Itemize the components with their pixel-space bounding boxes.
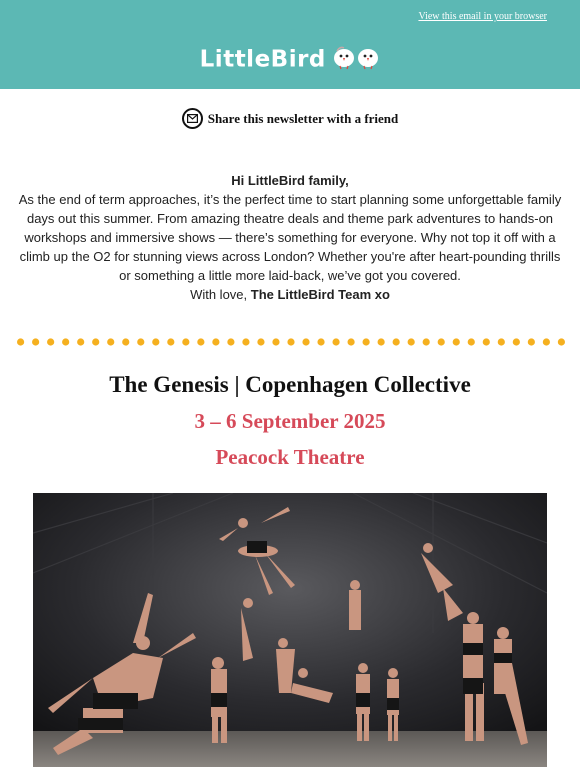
email-header: [0, 0, 580, 89]
logo[interactable]: [0, 44, 580, 75]
divider-dot: [17, 338, 24, 345]
share-row: [182, 108, 399, 129]
divider-dot: [47, 338, 54, 345]
divider-dot: [257, 338, 264, 345]
divider-dot: [302, 338, 309, 345]
divider-dot: [152, 338, 159, 345]
divider-dot: [423, 338, 430, 345]
event-photo[interactable]: [33, 493, 547, 767]
view-in-browser-link[interactable]: View this email in your browser: [418, 11, 547, 22]
divider-dot: [347, 338, 354, 345]
divider-dot: [62, 338, 69, 345]
intro-message: [14, 171, 566, 304]
divider-dot: [107, 338, 114, 345]
intro-body: As the end of term approaches, it’s the perfect time to start planning some unforgettable family days out this summer. From amazing theatre deals and theme park adventures to hands-on workshops and immersive shows — there’s something for everyone. Why not top it off with a climb up the O2 for stunning views across London? Whether you're after heart-pounding thrills or something a little more laid-back, we’ve got you covered.: [18, 192, 562, 283]
divider-dot: [317, 338, 324, 345]
logo-text: LittleBird: [199, 46, 326, 73]
event-venue: Peacock Theatre: [215, 445, 365, 469]
divider-dot: [227, 338, 234, 345]
divider-dot: [182, 338, 189, 345]
divider-dot: [137, 338, 144, 345]
divider-dot: [408, 338, 415, 345]
share-newsletter[interactable]: [0, 108, 580, 129]
divider-dot: [483, 338, 490, 345]
divider-dot: [272, 338, 279, 345]
divider-dot: [363, 338, 370, 345]
divider-dot: [498, 338, 505, 345]
divider-dot: [558, 338, 565, 345]
share-link[interactable]: Share this newsletter with a friend: [207, 110, 399, 126]
mail-icon: [182, 108, 203, 129]
divider-dot: [468, 338, 475, 345]
signoff-name: The LittleBird Team xo: [250, 287, 390, 302]
divider-dot: [528, 338, 535, 345]
signoff-prefix: With love,: [190, 287, 248, 302]
divider-dot: [287, 338, 294, 345]
divider-dot: [438, 338, 445, 345]
divider-dot: [453, 338, 460, 345]
divider-dot: [212, 338, 219, 345]
divider-dot: [77, 338, 84, 345]
divider-dot: [332, 338, 339, 345]
divider-dot: [393, 338, 400, 345]
greeting: Hi LittleBird family,: [231, 173, 349, 188]
birds-icon: [332, 44, 380, 75]
divider-dot: [378, 338, 385, 345]
divider-dot: [122, 338, 129, 345]
signoff: [14, 285, 566, 304]
event-title[interactable]: The Genesis | Copenhagen Collective: [109, 372, 471, 397]
divider-dot: [543, 338, 550, 345]
divider-dot: [242, 338, 249, 345]
divider-dot: [92, 338, 99, 345]
divider-dot: [32, 338, 39, 345]
divider-dot: [167, 338, 174, 345]
event-date: 3 – 6 September 2025: [194, 409, 386, 433]
divider-dot: [513, 338, 520, 345]
divider-dot: [197, 338, 204, 345]
dotted-divider: [17, 337, 565, 347]
